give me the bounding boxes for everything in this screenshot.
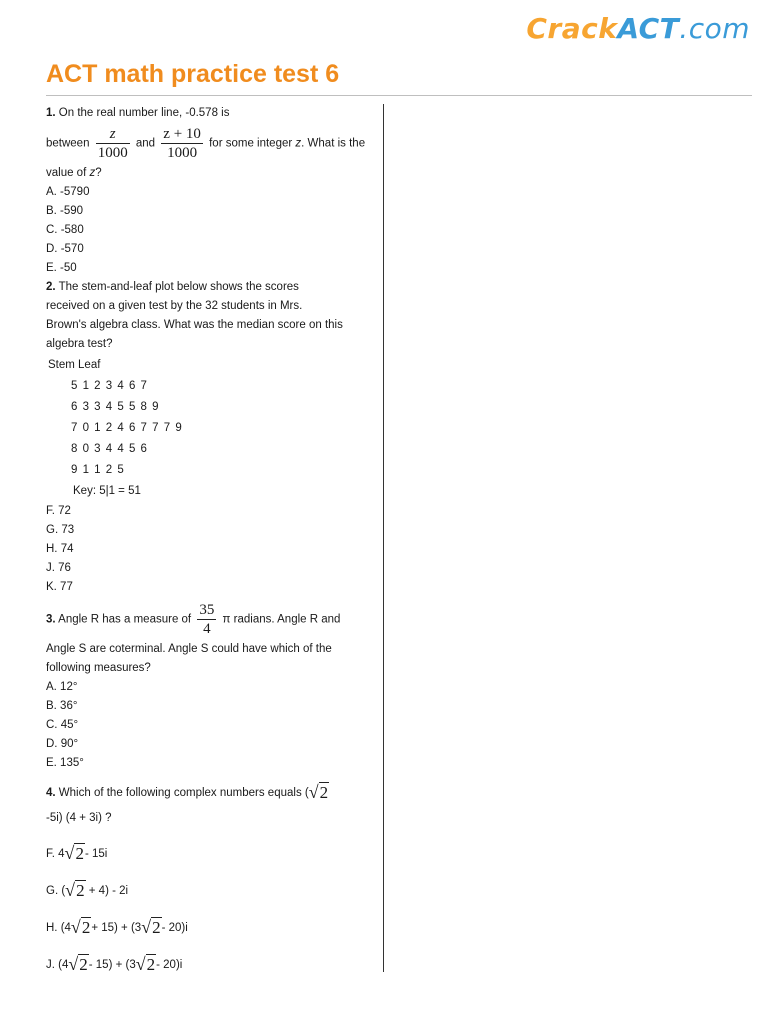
- plot-header: Stem Leaf: [48, 359, 101, 371]
- question-text: On the real number line, -0.578 is: [58, 107, 230, 119]
- answer-choice[interactable]: J. 76: [46, 562, 71, 574]
- question-text: Which of the following complex numbers equals (: [58, 787, 309, 799]
- answer-choice[interactable]: H. (4√2+ 15) + (3√2- 20)i: [46, 917, 188, 937]
- answer-choice[interactable]: G. (√2 + 4) - 2i: [46, 880, 129, 900]
- square-root: √2: [308, 782, 329, 802]
- crackact-logo[interactable]: [526, 12, 750, 45]
- answer-choice[interactable]: A. -5790: [46, 186, 90, 198]
- square-root: √2: [64, 843, 84, 863]
- question-number: 3.: [46, 613, 56, 626]
- answer-choice[interactable]: F. 4√2- 15i: [46, 843, 108, 863]
- logo-dotcom: .com: [679, 12, 750, 45]
- logo-crack: Crack: [526, 12, 618, 45]
- question-text: Brown's algebra class. What was the median score on this: [46, 319, 343, 331]
- question-text: and: [135, 137, 156, 150]
- square-root: √2: [70, 917, 91, 937]
- answer-choice[interactable]: B. 36°: [46, 700, 78, 712]
- fraction: $\frac{z + 10}{1000}$: [163, 126, 201, 161]
- question-text: between: [46, 137, 90, 150]
- left-column: [46, 104, 378, 975]
- answer-choice[interactable]: D. -570: [46, 243, 84, 255]
- question-text: -5i) (4 + 3i) ?: [46, 812, 112, 824]
- square-root: √2: [135, 954, 156, 974]
- square-root: √2: [141, 917, 161, 937]
- question-2: [46, 278, 378, 597]
- question-number: 2.: [46, 281, 56, 293]
- fraction: $\frac{z}{1000}$: [97, 126, 128, 161]
- answer-choice[interactable]: E. -50: [46, 262, 77, 274]
- answer-choice[interactable]: C. 45°: [46, 719, 79, 731]
- question-text: value of: [46, 167, 87, 179]
- column-divider: [383, 104, 384, 972]
- plot-row: 8 0 3 4 4 5 6: [71, 443, 148, 455]
- question-text: for some integer: [209, 137, 293, 150]
- question-1: 1. On the real number line, -0.578 is between $\frac{z}{1000}$ and $\frac{z + 10}{1000}$ for some integer z. What is the value of z? A. -5790 B. -590 C. -580 D. -570 E. -50: [46, 104, 378, 278]
- question-number: 1.: [46, 107, 56, 119]
- answer-choice[interactable]: J. (4√2- 15) + (3√2- 20)i: [46, 954, 183, 974]
- question-text: algebra test?: [46, 338, 113, 350]
- question-text: following measures?: [46, 662, 151, 674]
- question-text: π radians. Angle R and: [222, 613, 341, 626]
- question-3: [46, 601, 378, 773]
- logo-act: ACT: [617, 12, 680, 45]
- answer-choice[interactable]: A. 12°: [46, 681, 78, 693]
- fraction: $\frac{35}{4}$: [199, 602, 215, 637]
- square-root: √2: [65, 880, 85, 900]
- plot-row: 7 0 1 2 4 6 7 7 7 9: [71, 422, 183, 434]
- answer-choice[interactable]: B. -590: [46, 205, 84, 217]
- question-text: The stem-and-leaf plot below shows the scores: [58, 281, 299, 293]
- plot-row: 6 3 3 4 5 5 8 9: [71, 401, 160, 413]
- answer-choice[interactable]: E. 135°: [46, 757, 84, 769]
- answer-choice[interactable]: F. 72: [46, 505, 71, 517]
- question-number: 4.: [46, 787, 56, 799]
- answer-choice[interactable]: C. -580: [46, 224, 84, 236]
- title-divider: [46, 95, 752, 96]
- plot-row: 9 1 1 2 5: [71, 464, 125, 476]
- question-4: [46, 783, 378, 975]
- question-text: Angle S are coterminal. Angle S could have which of the: [46, 643, 332, 655]
- question-text: received on a given test by the 32 students in Mrs.: [46, 300, 303, 312]
- page-title: ACT math practice test 6: [46, 60, 340, 88]
- plot-key: Key: 5|1 = 51: [73, 485, 141, 497]
- square-root: √2: [68, 954, 88, 974]
- answer-choice[interactable]: G. 73: [46, 524, 75, 536]
- answer-choice[interactable]: H. 74: [46, 543, 74, 555]
- answer-choice[interactable]: D. 90°: [46, 738, 79, 750]
- answer-choice[interactable]: K. 77: [46, 581, 73, 593]
- stem-leaf-plot: [46, 355, 378, 502]
- question-text: Angle R has a measure of: [58, 613, 192, 626]
- plot-row: 5 1 2 3 4 6 7: [71, 380, 148, 392]
